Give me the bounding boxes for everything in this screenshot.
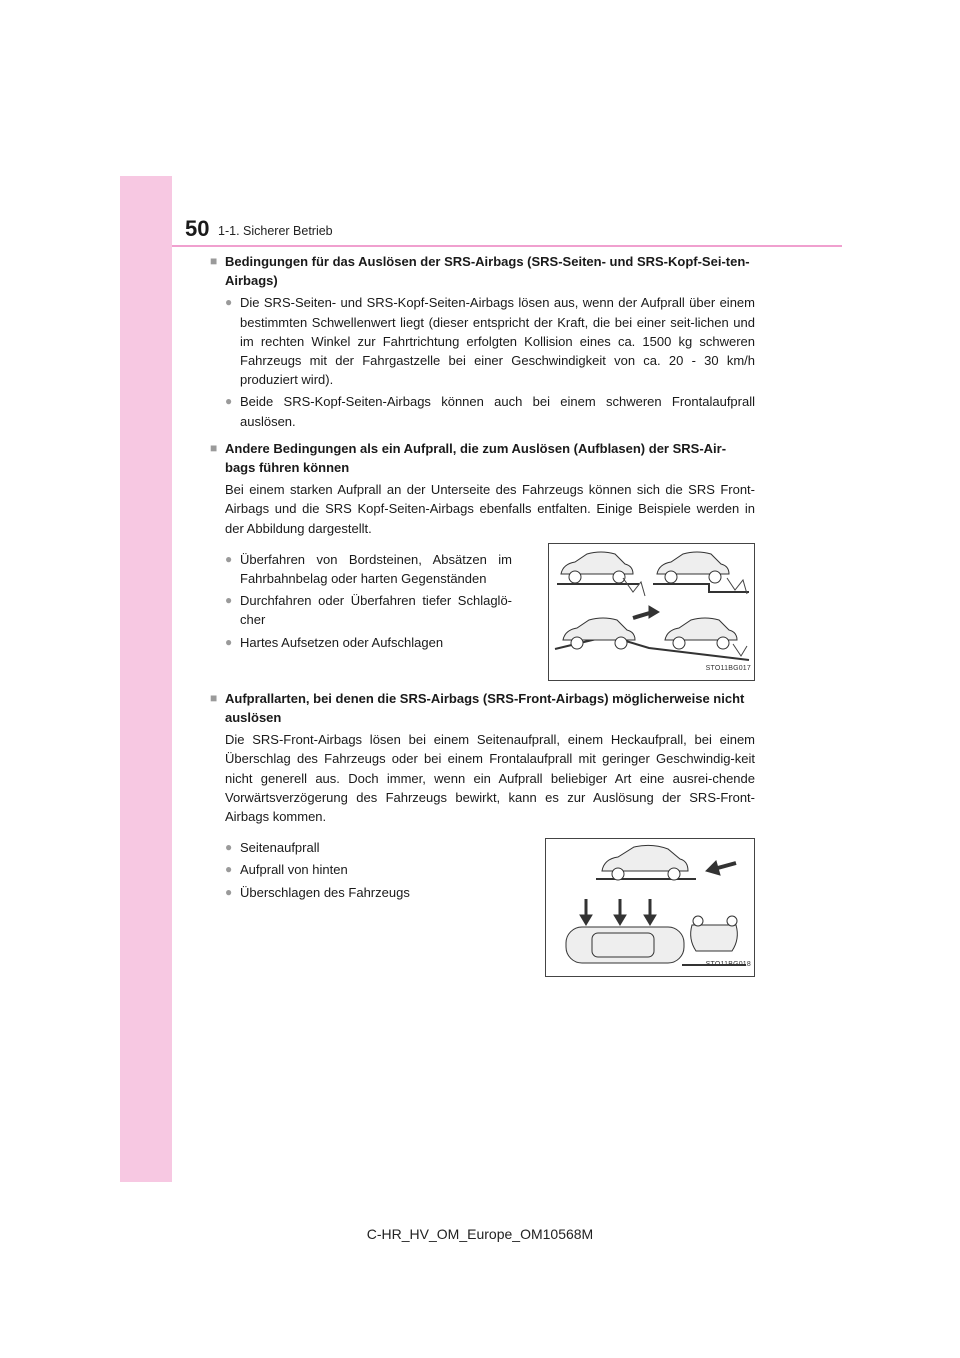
list-item: ● Seitenaufprall xyxy=(210,838,512,857)
figure-code: STO11BG018 xyxy=(705,961,751,969)
page-content xyxy=(210,251,755,977)
section-heading-side-airbags: ■ Bedingungen für das Auslösen der SRS-Airbags (SRS-Seiten- und SRS-Kopf-Sei-ten-Airbags) xyxy=(210,252,755,290)
page-number: 50 xyxy=(185,216,210,241)
list-item: ● Durchfahren oder Überfahren tiefer Schlaglö-cher xyxy=(210,591,512,629)
list-item: ● Überschlagen des Fahrzeugs xyxy=(210,883,512,902)
list-item: ● Hartes Aufsetzen oder Aufschlagen xyxy=(210,633,512,652)
section-heading-other-conditions: ■ Andere Bedingungen als ein Aufprall, die zum Auslösen (Aufblasen) der SRS-Air-bags führen können xyxy=(210,439,755,477)
figure-underbody-impacts xyxy=(548,543,755,681)
list-item: ● Überfahren von Bordsteinen, Absätzen im Fahrbahnbelag oder harten Gegenständen xyxy=(210,550,512,588)
list-item: ● Die SRS-Seiten- und SRS-Kopf-Seiten-Airbags lösen aus, wenn der Aufprall über einem bestimmten Schwellenwert liegt (dieser entspricht der Kraft, die bei einer seit-lichen und im rechten Winkel zur Fahrtrichtung erfolgten Kollision eines ca. 1500 kg schweren Fahrzeugs mit der Fahrgastzelle bei einer Geschwindigkeit von ca. 20 - 30 km/h produziert wird). xyxy=(210,293,755,389)
section-title: 1-1. Sicherer Betrieb xyxy=(218,224,333,238)
figure-row-underbody-impact xyxy=(210,540,755,681)
figure-row-collision-types xyxy=(210,828,755,977)
list-item: ● Beide SRS-Kopf-Seiten-Airbags können auch bei einem schweren Frontalaufprall auslösen. xyxy=(210,392,755,430)
bullet-list xyxy=(210,828,512,977)
list-item: ● Aufprall von hinten xyxy=(210,860,512,879)
section-paragraph: Die SRS-Front-Airbags lösen bei einem Seitenaufprall, einem Heckaufprall, bei einem Überschlag des Fahrzeugs oder bei einem Frontalaufprall mit geringer Geschwindig-keit nicht generell aus. Doch immer, wenn ein Aufprall beliebiger Art eine ausrei-chende Vorwärtsverzögerung des Fahrzeugs bewirkt, kann es zur Auslösung der SRS-Front-Airbags kommen. xyxy=(225,732,755,825)
section-paragraph: Bei einem starken Aufprall an der Unterseite des Fahrzeugs können sich die SRS Front-Airbags und die SRS Kopf-Seiten-Airbags ebenfalls entfalten. Einige Beispiele werden in der Abbildung dargestellt. xyxy=(225,482,755,536)
section-heading-no-deploy: ■ Aufprallarten, bei denen die SRS-Airbags (SRS-Front-Airbags) möglicherweise nicht auslösen xyxy=(210,689,755,727)
figure-collision-types xyxy=(545,838,755,977)
header-rule xyxy=(172,245,842,247)
bullet-list xyxy=(210,540,512,681)
side-color-band xyxy=(120,176,172,1182)
footer-doc-code: C-HR_HV_OM_Europe_OM10568M xyxy=(366,1226,594,1242)
figure-code: STO11BG017 xyxy=(705,664,751,672)
